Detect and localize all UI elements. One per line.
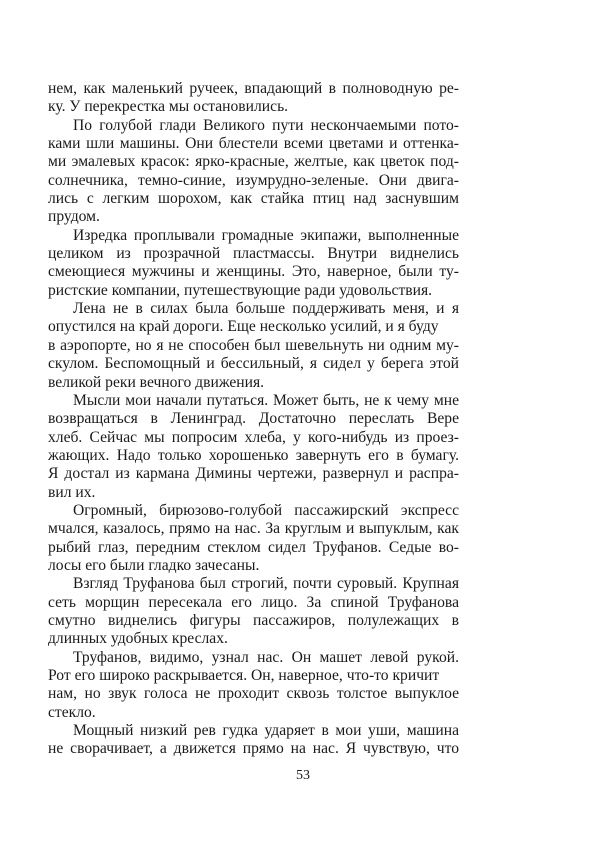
text-line: длинных удобных креслах. (48, 630, 228, 648)
paragraph-first-line: Лена не в силах была больше поддерживать меня, и я (73, 300, 459, 318)
paragraph-first-line: По голубой глади Великого пути нескончаемыми пото- (73, 116, 459, 134)
paragraph-first-line: Изредка проплывали громадные экипажи, выполненные (73, 226, 459, 244)
page-text-body (48, 80, 459, 759)
text-line: смеющиеся мужчины и женщины. Это, наверное, были ту- (48, 263, 459, 281)
text-line: сеть морщин пересекала его лицо. За спиной Труфанова (48, 593, 459, 611)
text-line: нам, но звук голоса не проходит сквозь толстое выпуклое (48, 685, 459, 703)
text-line: мчался, казалось, прямо на нас. За круглым и выпуклым, как (48, 520, 459, 538)
text-line: смутно виднелись фигуры пассажиров, полулежащих в (48, 611, 459, 629)
text-line: ристские компании, путешествующие ради удовольствия. (48, 281, 433, 299)
text-line: лись с легким шорохом, как стайка птиц над заснувшим (48, 190, 459, 208)
text-line: солнечника, темно-синие, изумрудно-зеленые. Они двига- (48, 171, 459, 189)
text-line: в аэропорте, но я не способен был шевельнуть ни одним му- (48, 336, 459, 354)
text-line: прудом. (48, 208, 100, 226)
text-line: не сворачивает, а движется прямо на нас. Я чувствую, что (48, 740, 459, 758)
text-line: рыбий глаз, передним стеклом сидел Труфанов. Седые во- (48, 538, 459, 556)
text-line: ками шли машины. Они блестели всеми цветами и оттенка- (48, 135, 459, 153)
text-line: жающих. Надо только хорошенько завернуть его в бумагу. (48, 446, 459, 464)
text-line: ку. У перекрестка мы остановились. (48, 98, 289, 116)
text-line: скулом. Беспомощный и бессильный, я сидел у берега этой (48, 355, 459, 373)
paragraph-first-line: Мощный низкий рев гудка ударяет в мои уши, машина (73, 722, 459, 740)
text-line: стекло. (48, 703, 96, 721)
paragraph-first-line: Огромный, бирюзово-голубой пассажирский экспресс (73, 501, 459, 519)
text-line: лосы его были гладко зачесаны. (48, 556, 260, 574)
paragraph-first-line: Мысли мои начали путаться. Может быть, не к чему мне (73, 391, 459, 409)
paragraph-first-line: Труфанов, видимо, узнал нас. Он машет левой рукой. (73, 648, 459, 666)
text-line: хлеб. Сейчас мы попросим хлеба, у кого-нибудь из проез- (48, 428, 459, 446)
paragraph-first-line: Взгляд Труфанова был строгий, почти суровый. Крупная (73, 575, 459, 593)
page-number: 53 (296, 768, 310, 783)
text-line: вил их. (48, 483, 96, 501)
text-line: опустился на край дороги. Еще несколько усилий, и я буду (48, 318, 439, 336)
text-line: великой реки вечного движения. (48, 373, 265, 391)
text-line: целиком из прозрачной пластмассы. Внутри виднелись (48, 245, 459, 263)
text-line: нем, как маленький ручеек, впадающий в полноводную ре- (48, 80, 459, 97)
text-line: ми эмалевых красок: ярко-красные, желтые, как цветок под- (48, 153, 459, 171)
text-line: Рот его широко раскрывается. Он, наверное, что-то кричит (48, 667, 440, 684)
text-line: возвращаться в Ленинград. Достаточно переслать Вере (48, 410, 459, 428)
text-line: Я достал из кармана Димины чертежи, развернул и распра- (48, 465, 459, 483)
